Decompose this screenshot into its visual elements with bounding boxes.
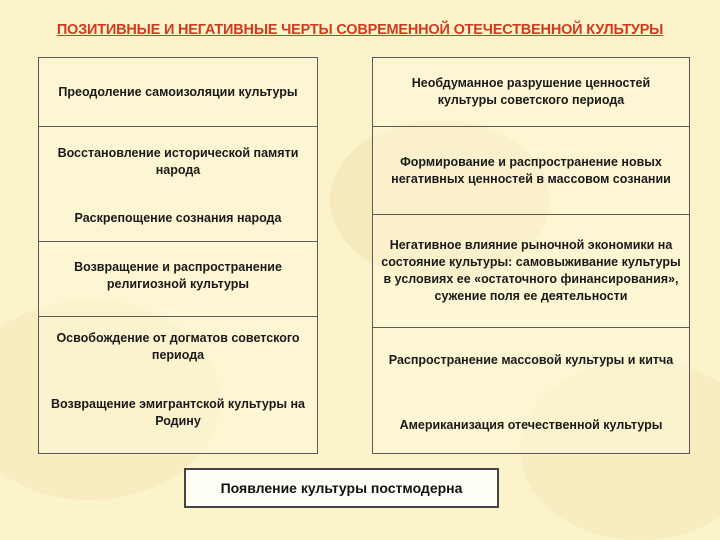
negative-trait: Американизация отечественной культуры (399, 417, 663, 432)
positive-trait: Преодоление самоизоляции культуры (58, 84, 298, 99)
negative-trait: Формирование и распространение новых негативных ценностей в массовом сознании (391, 154, 671, 186)
positive-trait: Возвращение эмигрантской культуры на Родину (50, 397, 306, 428)
positive-traits-column (38, 57, 318, 454)
negative-trait: Негативное влияние рыночной экономики на состояние культуры: самовыживание культуры в условиях ее «остаточного финансирования», сужение поля ее деятельности (381, 238, 681, 303)
positive-trait: Восстановление исторической памяти народа (57, 146, 299, 177)
negative-trait: Необдуманное разрушение ценностей культуры советского периода (411, 76, 651, 107)
page-title: ПОЗИТИВНЫЕ И НЕГАТИВНЫЕ ЧЕРТЫ СОВРЕМЕННОЙ ОТЕЧЕСТВЕННОЙ КУЛЬТУРЫ (56, 22, 664, 38)
negative-trait: Распространение массовой культуры и китча (388, 352, 674, 367)
conclusion-box: Появление культуры постмодерна (184, 468, 499, 508)
positive-trait: Раскрепощение сознания народа (74, 210, 282, 225)
positive-trait: Освобождение от догматов советского периода (56, 331, 300, 362)
negative-traits-column (372, 57, 690, 454)
positive-trait: Возвращение и распространение религиозной культуры (74, 260, 282, 291)
